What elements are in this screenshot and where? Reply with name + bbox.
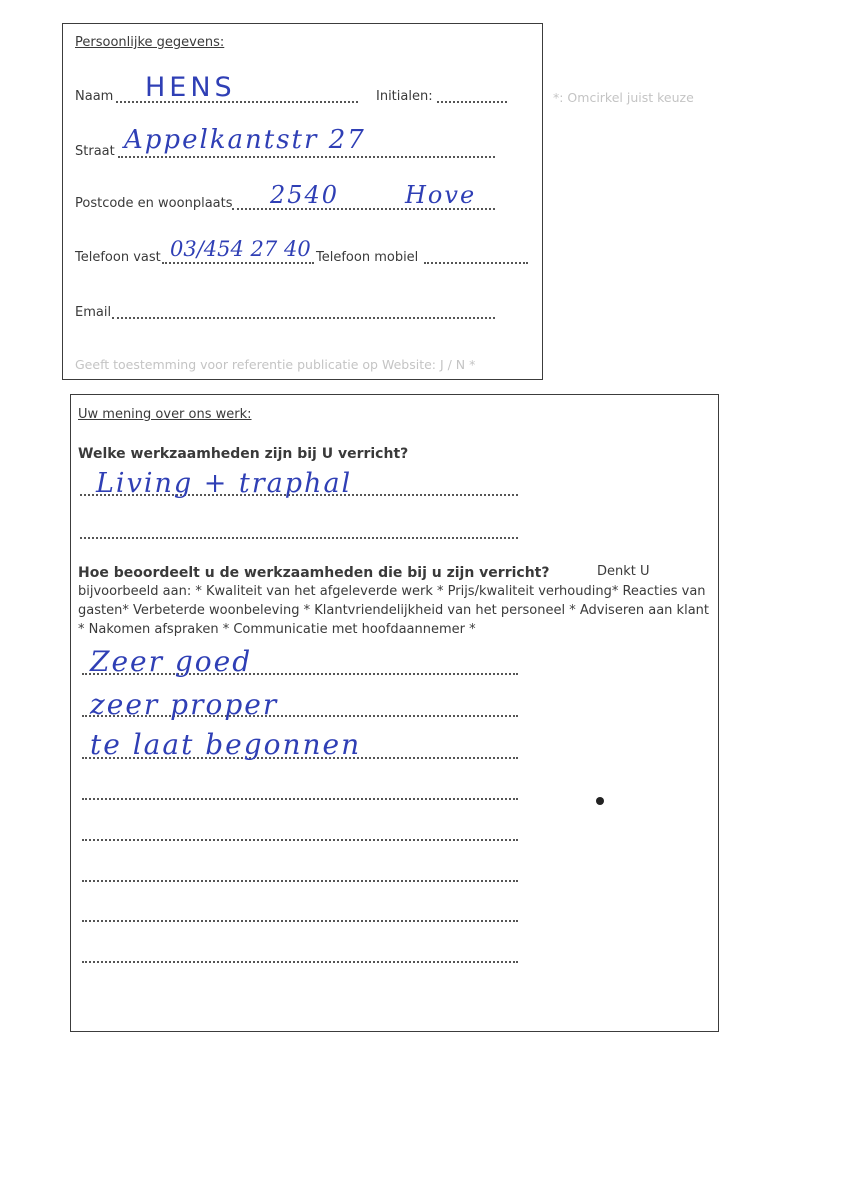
telefoon-vast-value: 03/454 27 40 [170, 237, 311, 261]
answer2-value-1: Zeer goed [90, 645, 253, 678]
email-label: Email [75, 305, 112, 320]
answer1-value: Living + traphal [96, 468, 353, 499]
telefoon-mobiel-label: Telefoon mobiel [316, 250, 419, 265]
opinion-heading: Uw mening over ons werk: [78, 407, 252, 422]
email-field[interactable] [112, 317, 495, 319]
circle-choice-note: *: Omcirkel juist keuze [553, 90, 694, 105]
telefoon-vast-label: Telefoon vast [75, 250, 161, 265]
answer2-value-2: zeer proper [90, 688, 279, 721]
naam-label: Naam [75, 89, 114, 104]
personal-info-heading: Persoonlijke gegevens: [75, 35, 225, 50]
initialen-field[interactable] [437, 101, 507, 103]
denkt-u-text: Denkt U [597, 564, 650, 579]
hint-line-2: gasten* Verbeterde woonbeleving * Klantvriendelijkheid van het personeel * Adviseren aan klant [78, 603, 710, 618]
naam-value: HENS [145, 72, 236, 103]
straat-value: Appelkantstr 27 [124, 125, 366, 155]
initialen-label: Initialen: [376, 89, 433, 104]
answer2-line-8[interactable] [82, 961, 518, 963]
straat-field[interactable] [118, 156, 495, 158]
answer1-line-2[interactable] [80, 537, 518, 539]
question-2: Hoe beoordeelt u de werkzaamheden die bij u zijn verricht? [78, 565, 550, 581]
woonplaats-value: Hove [405, 181, 477, 209]
straat-label: Straat [75, 144, 115, 159]
telefoon-mobiel-field[interactable] [424, 262, 528, 264]
question-1: Welke werkzaamheden zijn bij U verricht? [78, 446, 409, 462]
ink-speck [596, 797, 604, 805]
answer2-line-7[interactable] [82, 920, 518, 922]
postcode-value: 2540 [270, 181, 340, 209]
answer2-line-6[interactable] [82, 880, 518, 882]
postcode-label: Postcode en woonplaats [75, 196, 233, 211]
hint-line-3: * Nakomen afspraken * Communicatie met hoofdaannemer * [78, 622, 476, 637]
answer2-line-4[interactable] [82, 798, 518, 800]
hint-line-1: bijvoorbeeld aan: * Kwaliteit van het afgeleverde werk * Prijs/kwaliteit verhouding* Reacties van [78, 584, 706, 599]
answer2-value-3: te laat begonnen [90, 728, 362, 761]
answer2-line-5[interactable] [82, 839, 518, 841]
consent-text: Geeft toestemming voor referentie publicatie op Website: J / N * [75, 357, 476, 372]
telefoon-vast-field[interactable] [162, 262, 314, 264]
